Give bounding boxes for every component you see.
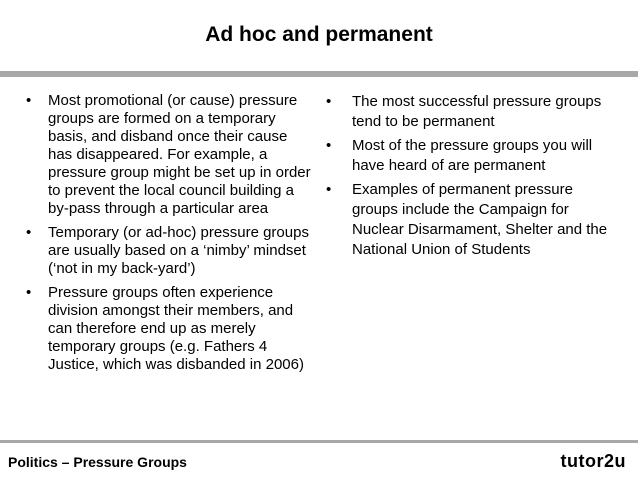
- bullet-marker: •: [326, 93, 332, 110]
- bullet-marker: •: [26, 224, 32, 241]
- footer-subject: Politics – Pressure Groups: [8, 454, 187, 470]
- bullet-text: Temporary (or ad-hoc) pressure groups are usually based on a ‘nimby’ mindset (‘not in my back-yard’): [48, 224, 309, 277]
- bullet-text: The most successful pressure groups tend to be permanent: [352, 93, 602, 130]
- bullet-marker: •: [26, 92, 32, 109]
- slide-title: Ad hoc and permanent: [205, 23, 433, 46]
- left-bullet-list: [22, 92, 312, 380]
- bullet-marker: •: [326, 137, 332, 154]
- title-divider: [0, 71, 638, 77]
- bullet-text: Pressure groups often experience division amongst their members, and can therefore end up as merely temporary groups (e.g. Fathers 4 Justice, which was disbanded in 2006): [48, 284, 304, 373]
- list-item: [22, 92, 312, 218]
- footer-divider: [0, 440, 638, 443]
- list-item: [22, 224, 312, 278]
- list-item: [22, 284, 312, 374]
- right-bullet-list: [322, 92, 622, 264]
- list-item: [322, 180, 622, 260]
- bullet-marker: •: [326, 181, 332, 198]
- bullet-marker: •: [26, 284, 32, 301]
- tutor2u-logo: tutor2u: [560, 451, 626, 471]
- list-item: [322, 136, 622, 176]
- bullet-text: Most of the pressure groups you will have heard of are permanent: [352, 137, 593, 174]
- bullet-text: Examples of permanent pressure groups include the Campaign for Nuclear Disarmament, Shelter and the National Union of Students: [352, 181, 608, 258]
- bullet-text: Most promotional (or cause) pressure groups are formed on a temporary basis, and disband once their cause has disappeared. For example, a pressure group might be set up in order to prevent the local council building a by-pass through a particular area: [48, 92, 311, 217]
- list-item: [322, 92, 622, 132]
